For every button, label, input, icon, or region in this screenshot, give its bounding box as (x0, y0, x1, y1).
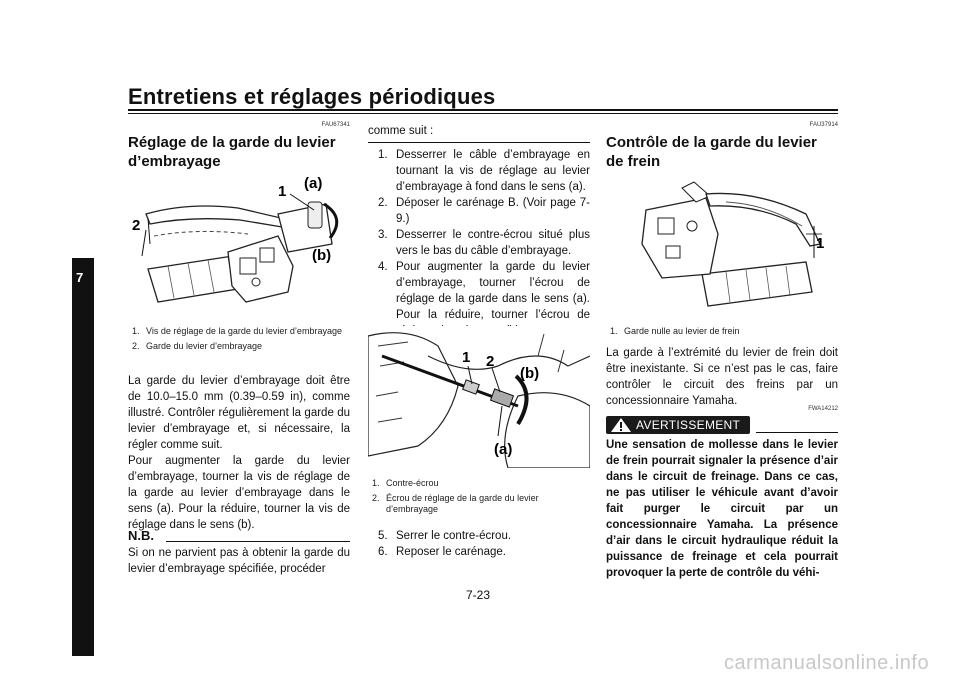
figure-label: (b) (312, 247, 332, 264)
step-item: 5. Serrer le contre-écrou. (378, 530, 512, 542)
step-item: 6. Reposer le carénage. (378, 546, 506, 558)
section-heading-clutch: Réglage de la garde du levier d’embrayage (128, 134, 336, 170)
locknut-figure (368, 326, 590, 468)
caption-item: 2. Écrou de réglage de la garde du levier d’embrayage (372, 493, 539, 514)
warning-label: AVERTISSEMENT (636, 418, 741, 432)
step-intro: comme suit : (368, 125, 434, 137)
warning-rule (756, 432, 838, 433)
section-heading-brake: Contrôle de la garde du levier de frein (606, 134, 817, 170)
step-item: 2. Déposer le carénage B. (Voir page 7-9.) (378, 197, 590, 225)
section-rule (368, 142, 590, 143)
figure-captions (372, 478, 584, 515)
step-item: 4. Pour augmenter la garde du levier d’embrayage, tourner l’écrou de réglage de la garde dans le sens (a). Pour la réduire, tourner l’écrou de (378, 261, 590, 321)
title-rule (128, 109, 838, 111)
figure-captions (610, 326, 832, 337)
nb-rule (166, 541, 350, 542)
warning-code: FWA14212 (808, 406, 838, 412)
paragraph: La garde à l’extrémité du levier de frein doit être inexistante. Si ce n’est pas le cas, faire contrôler le circuit des freins par un concessionnaire Yamaha. (606, 347, 838, 407)
figure-label: (a) (494, 441, 513, 458)
page-title: Entretiens et réglages périodiques (128, 84, 496, 109)
step-list-2 (378, 528, 590, 560)
step-item: 1. Desserrer le câble d’embrayage en tournant la vis de réglage au levier d’embrayage à fond dans le sens (a). (378, 149, 590, 193)
warning-badge (606, 416, 750, 434)
nb-text: Si on ne parvient pas à obtenir la garde du levier d’embrayage spécifiée, procéder (128, 547, 350, 575)
chapter-tab-number: 7 (76, 270, 84, 285)
chapter-tab (72, 258, 94, 656)
figure-label: (a) (304, 175, 323, 192)
caption-item: 1. Contre-écrou (372, 478, 439, 488)
caption-item: 1. Vis de réglage de la garde du levier d’embrayage (132, 326, 342, 336)
paragraph: Pour augmenter la garde du levier d’embrayage, tourner la vis de réglage de la garde au levier d’embrayage dans le sens (a). Pour la réduire, tourner la vis de réglage dans le sens (b). (128, 455, 350, 531)
page-number: 7-23 (466, 588, 491, 602)
clutch-lever-figure (128, 174, 350, 316)
paragraph: La garde du levier d’embrayage doit être de 10.0–15.0 mm (0.39–0.59 in), comme illustré. Contrôler régulièrement la garde du levier d’embrayage et, si nécessaire, la régler comme suit. (128, 375, 350, 451)
figure-label: (b) (520, 365, 540, 382)
section-code: FAU67341 (321, 122, 350, 128)
figure-label: 2 (132, 217, 141, 234)
section-code: FAU37914 (809, 122, 838, 128)
caption-item: 1. Garde nulle au levier de frein (610, 326, 740, 336)
warning-text: Une sensation de mollesse dans le levier de frein pourrait signaler la présence d’air dans le circuit de freinage. Dans ce cas, ne pas utiliser le véhicule avant d’avoir fait purger le circuit par un concessionnaire Yamaha. La présence d’air dans le circuit hydraulique réduit la puissance de freinage et cela pourrait provoquer la perte de contrôle du véhi- (606, 439, 838, 579)
brake-lever-figure (606, 174, 838, 316)
watermark: carmanualsonline.info (724, 652, 930, 674)
step-list (378, 147, 590, 339)
figure-label: 2 (486, 353, 495, 370)
warning-triangle-icon (610, 417, 632, 433)
nb-label: N.B. (128, 528, 154, 543)
step-item: 3. Desserrer le contre-écrou situé plus vers le bas du câble d’embrayage. (378, 229, 590, 257)
figure-label: 1 (462, 349, 471, 366)
caption-item: 2. Garde du levier d’embrayage (132, 341, 263, 351)
title-rule-thin (128, 113, 838, 114)
figure-label: 1 (278, 183, 287, 200)
figure-captions (132, 326, 344, 352)
figure-label: 1 (816, 235, 825, 252)
